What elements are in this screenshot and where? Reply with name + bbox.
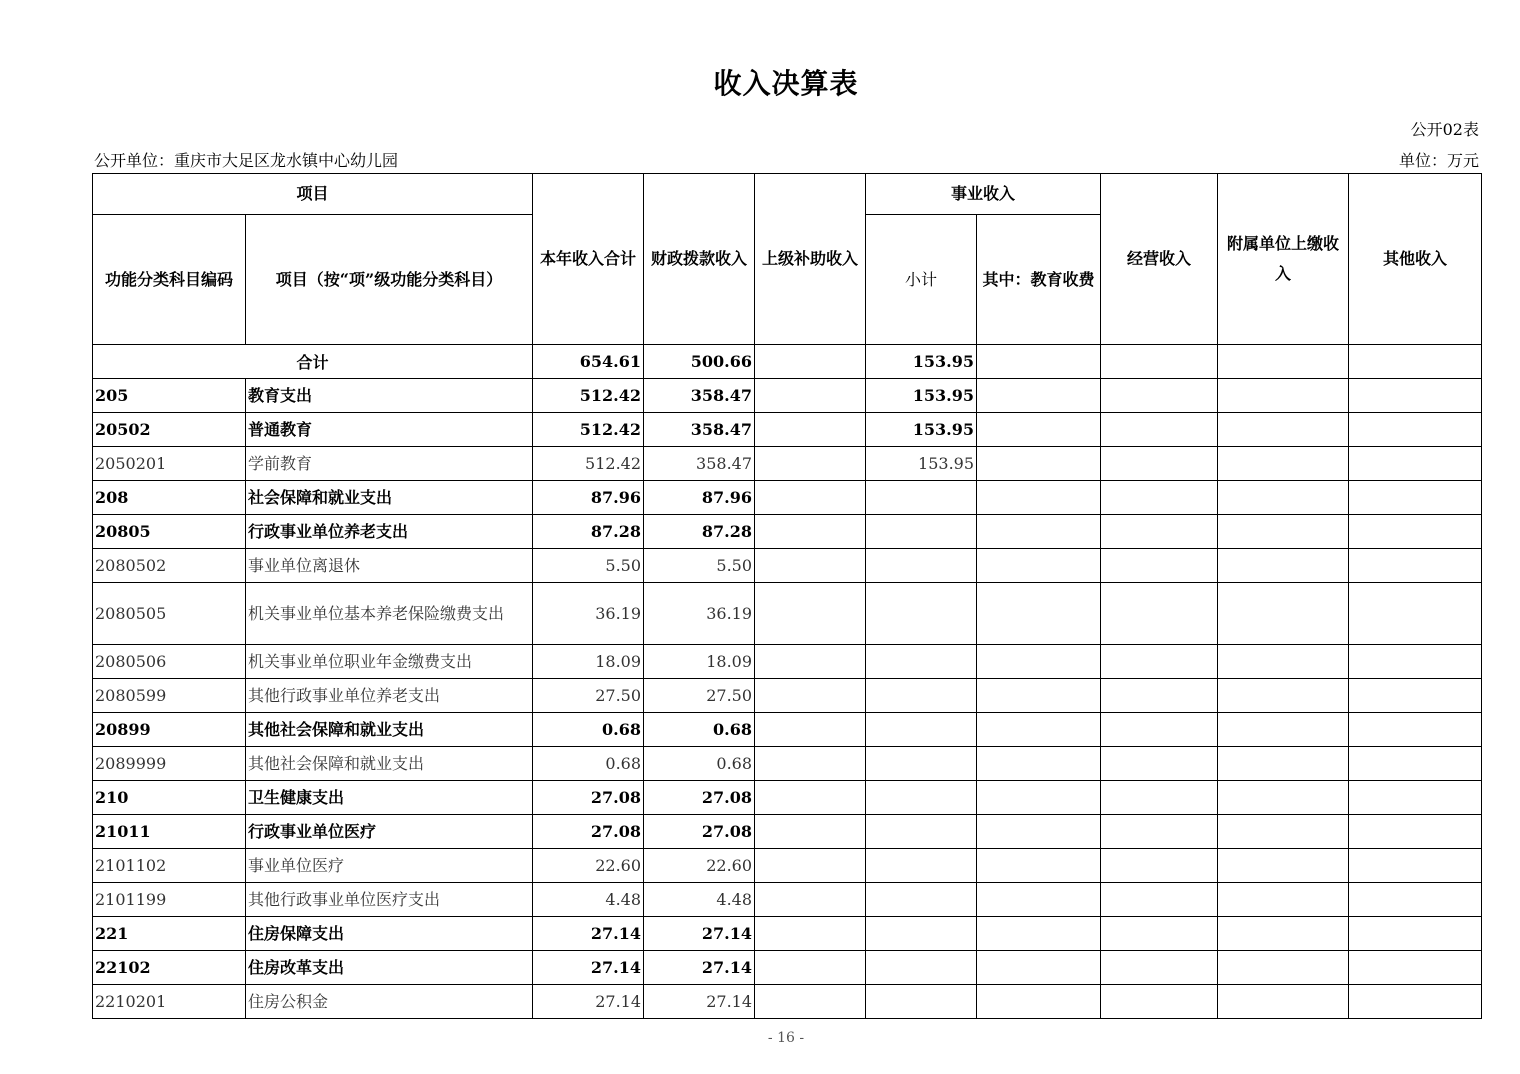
other-cell bbox=[1349, 849, 1482, 883]
subtotal-cell bbox=[866, 515, 977, 549]
affiliated-cell bbox=[1218, 413, 1349, 447]
table-row bbox=[93, 917, 1482, 951]
total-subsidy-cell bbox=[755, 345, 866, 379]
subsidy-cell bbox=[755, 917, 866, 951]
item-name-cell: 教育支出 bbox=[246, 379, 533, 413]
header-func-name: 项目（按“项”级功能分类科目） bbox=[246, 215, 533, 345]
subtotal-cell: 153.95 bbox=[866, 413, 977, 447]
code-cell: 21011 bbox=[93, 815, 246, 849]
edu-fee-cell bbox=[977, 481, 1101, 515]
subsidy-cell bbox=[755, 849, 866, 883]
fiscal-cell: 27.14 bbox=[644, 917, 755, 951]
edu-fee-cell bbox=[977, 747, 1101, 781]
edu-fee-cell bbox=[977, 413, 1101, 447]
edu-fee-cell bbox=[977, 713, 1101, 747]
total-operating-cell bbox=[1101, 345, 1218, 379]
operating-cell bbox=[1101, 549, 1218, 583]
affiliated-cell bbox=[1218, 883, 1349, 917]
subtotal-cell bbox=[866, 549, 977, 583]
subtotal-cell bbox=[866, 849, 977, 883]
code-cell: 2080502 bbox=[93, 549, 246, 583]
fiscal-cell: 27.08 bbox=[644, 815, 755, 849]
other-cell bbox=[1349, 645, 1482, 679]
code-cell: 208 bbox=[93, 481, 246, 515]
edu-fee-cell bbox=[977, 583, 1101, 645]
subtotal-cell bbox=[866, 713, 977, 747]
edu-fee-cell bbox=[977, 815, 1101, 849]
code-cell: 205 bbox=[93, 379, 246, 413]
header-other: 其他收入 bbox=[1349, 174, 1482, 345]
item-name-cell: 住房保障支出 bbox=[246, 917, 533, 951]
total-income-cell: 512.42 bbox=[533, 413, 644, 447]
total-income-cell: 5.50 bbox=[533, 549, 644, 583]
fiscal-cell: 358.47 bbox=[644, 413, 755, 447]
code-cell: 20502 bbox=[93, 413, 246, 447]
other-cell bbox=[1349, 549, 1482, 583]
table-row bbox=[93, 985, 1482, 1019]
total-row bbox=[93, 345, 1482, 379]
table-row bbox=[93, 849, 1482, 883]
other-cell bbox=[1349, 413, 1482, 447]
subtotal-cell bbox=[866, 917, 977, 951]
item-name-cell: 住房改革支出 bbox=[246, 951, 533, 985]
subsidy-cell bbox=[755, 951, 866, 985]
subtotal-cell bbox=[866, 645, 977, 679]
fiscal-cell: 27.08 bbox=[644, 781, 755, 815]
subtotal-cell bbox=[866, 781, 977, 815]
form-code: 公开02表 bbox=[1410, 120, 1479, 139]
edu-fee-cell bbox=[977, 549, 1101, 583]
operating-cell bbox=[1101, 679, 1218, 713]
other-cell bbox=[1349, 481, 1482, 515]
total-income-cell: 0.68 bbox=[533, 747, 644, 781]
unit-label: 公开单位：重庆市大足区龙水镇中心幼儿园 bbox=[94, 151, 399, 170]
other-cell bbox=[1349, 815, 1482, 849]
total-subtotal-cell: 153.95 bbox=[866, 345, 977, 379]
table-row bbox=[93, 883, 1482, 917]
affiliated-cell bbox=[1218, 447, 1349, 481]
edu-fee-cell bbox=[977, 849, 1101, 883]
item-name-cell: 机关事业单位职业年金缴费支出 bbox=[246, 645, 533, 679]
affiliated-cell bbox=[1218, 645, 1349, 679]
header-business-income: 事业收入 bbox=[866, 174, 1101, 215]
total-income-cell: 27.08 bbox=[533, 815, 644, 849]
header-subtotal: 小计 bbox=[866, 215, 977, 345]
operating-cell bbox=[1101, 515, 1218, 549]
operating-cell bbox=[1101, 985, 1218, 1019]
item-name-cell: 其他社会保障和就业支出 bbox=[246, 747, 533, 781]
total-income-cell: 87.28 bbox=[533, 515, 644, 549]
subsidy-cell bbox=[755, 583, 866, 645]
table-row bbox=[93, 713, 1482, 747]
code-cell: 2210201 bbox=[93, 985, 246, 1019]
operating-cell bbox=[1101, 781, 1218, 815]
total-income-cell: 27.14 bbox=[533, 917, 644, 951]
table-row bbox=[93, 379, 1482, 413]
item-name-cell: 学前教育 bbox=[246, 447, 533, 481]
operating-cell bbox=[1101, 917, 1218, 951]
operating-cell bbox=[1101, 379, 1218, 413]
header-affiliated: 附属单位上缴收入 bbox=[1218, 174, 1349, 345]
fiscal-cell: 87.96 bbox=[644, 481, 755, 515]
affiliated-cell bbox=[1218, 583, 1349, 645]
code-cell: 2101102 bbox=[93, 849, 246, 883]
page-number: - 16 - bbox=[767, 1030, 805, 1046]
subsidy-cell bbox=[755, 549, 866, 583]
total-income-cell: 27.08 bbox=[533, 781, 644, 815]
code-cell: 20805 bbox=[93, 515, 246, 549]
subsidy-cell bbox=[755, 515, 866, 549]
code-cell: 2080505 bbox=[93, 583, 246, 645]
subsidy-cell bbox=[755, 815, 866, 849]
other-cell bbox=[1349, 781, 1482, 815]
total-income-cell: 27.50 bbox=[533, 679, 644, 713]
operating-cell bbox=[1101, 883, 1218, 917]
item-name-cell: 行政事业单位医疗 bbox=[246, 815, 533, 849]
table-row bbox=[93, 679, 1482, 713]
item-name-cell: 机关事业单位基本养老保险缴费支出 bbox=[246, 583, 533, 645]
item-name-cell: 社会保障和就业支出 bbox=[246, 481, 533, 515]
table-row bbox=[93, 781, 1482, 815]
operating-cell bbox=[1101, 951, 1218, 985]
total-income-cell: 654.61 bbox=[533, 345, 644, 379]
fiscal-cell: 358.47 bbox=[644, 447, 755, 481]
item-name-cell: 行政事业单位养老支出 bbox=[246, 515, 533, 549]
fiscal-cell: 27.14 bbox=[644, 951, 755, 985]
header-func-code: 功能分类科目编码 bbox=[93, 215, 246, 345]
subtotal-cell bbox=[866, 815, 977, 849]
table-row bbox=[93, 815, 1482, 849]
table-row bbox=[93, 515, 1482, 549]
currency-unit-label: 单位：万元 bbox=[1398, 151, 1479, 170]
item-name-cell: 事业单位离退休 bbox=[246, 549, 533, 583]
table-row bbox=[93, 747, 1482, 781]
code-cell: 221 bbox=[93, 917, 246, 951]
total-income-cell: 22.60 bbox=[533, 849, 644, 883]
edu-fee-cell bbox=[977, 645, 1101, 679]
table-row bbox=[93, 645, 1482, 679]
subsidy-cell bbox=[755, 679, 866, 713]
total-income-cell: 36.19 bbox=[533, 583, 644, 645]
page-title: 收入决算表 bbox=[713, 67, 859, 100]
code-cell: 2101199 bbox=[93, 883, 246, 917]
other-cell bbox=[1349, 379, 1482, 413]
affiliated-cell bbox=[1218, 951, 1349, 985]
code-cell: 2080506 bbox=[93, 645, 246, 679]
affiliated-cell bbox=[1218, 781, 1349, 815]
item-name-cell: 卫生健康支出 bbox=[246, 781, 533, 815]
fiscal-cell: 22.60 bbox=[644, 849, 755, 883]
edu-fee-cell bbox=[977, 883, 1101, 917]
header-subsidy: 上级补助收入 bbox=[755, 174, 866, 345]
subtotal-cell bbox=[866, 951, 977, 985]
table-row bbox=[93, 549, 1482, 583]
code-cell: 20899 bbox=[93, 713, 246, 747]
affiliated-cell bbox=[1218, 917, 1349, 951]
affiliated-cell bbox=[1218, 379, 1349, 413]
affiliated-cell bbox=[1218, 481, 1349, 515]
affiliated-cell bbox=[1218, 747, 1349, 781]
fiscal-cell: 358.47 bbox=[644, 379, 755, 413]
other-cell bbox=[1349, 679, 1482, 713]
edu-fee-cell bbox=[977, 447, 1101, 481]
item-name-cell: 其他社会保障和就业支出 bbox=[246, 713, 533, 747]
total-income-cell: 27.14 bbox=[533, 951, 644, 985]
edu-fee-cell bbox=[977, 917, 1101, 951]
subtotal-cell bbox=[866, 679, 977, 713]
subsidy-cell bbox=[755, 781, 866, 815]
header-operating: 经营收入 bbox=[1101, 174, 1218, 345]
header-total-income: 本年收入合计 bbox=[533, 174, 644, 345]
table-row bbox=[93, 583, 1482, 645]
header-project: 项目 bbox=[93, 174, 533, 215]
fiscal-cell: 36.19 bbox=[644, 583, 755, 645]
edu-fee-cell bbox=[977, 951, 1101, 985]
code-cell: 2089999 bbox=[93, 747, 246, 781]
total-fiscal-cell: 500.66 bbox=[644, 345, 755, 379]
other-cell bbox=[1349, 917, 1482, 951]
affiliated-cell bbox=[1218, 713, 1349, 747]
operating-cell bbox=[1101, 583, 1218, 645]
fiscal-cell: 5.50 bbox=[644, 549, 755, 583]
header-fiscal: 财政拨款收入 bbox=[644, 174, 755, 345]
operating-cell bbox=[1101, 447, 1218, 481]
operating-cell bbox=[1101, 413, 1218, 447]
affiliated-cell bbox=[1218, 849, 1349, 883]
fiscal-cell: 4.48 bbox=[644, 883, 755, 917]
subtotal-cell bbox=[866, 985, 977, 1019]
other-cell bbox=[1349, 747, 1482, 781]
operating-cell bbox=[1101, 481, 1218, 515]
subtotal-cell bbox=[866, 583, 977, 645]
subsidy-cell bbox=[755, 713, 866, 747]
item-name-cell: 其他行政事业单位医疗支出 bbox=[246, 883, 533, 917]
total-label: 合计 bbox=[93, 345, 533, 379]
operating-cell bbox=[1101, 713, 1218, 747]
operating-cell bbox=[1101, 815, 1218, 849]
subsidy-cell bbox=[755, 645, 866, 679]
fiscal-cell: 0.68 bbox=[644, 713, 755, 747]
other-cell bbox=[1349, 583, 1482, 645]
subsidy-cell bbox=[755, 747, 866, 781]
total-income-cell: 27.14 bbox=[533, 985, 644, 1019]
item-name-cell: 普通教育 bbox=[246, 413, 533, 447]
other-cell bbox=[1349, 447, 1482, 481]
total-income-cell: 4.48 bbox=[533, 883, 644, 917]
subsidy-cell bbox=[755, 985, 866, 1019]
affiliated-cell bbox=[1218, 985, 1349, 1019]
code-cell: 2050201 bbox=[93, 447, 246, 481]
edu-fee-cell bbox=[977, 781, 1101, 815]
fiscal-cell: 18.09 bbox=[644, 645, 755, 679]
edu-fee-cell bbox=[977, 985, 1101, 1019]
fiscal-cell: 27.50 bbox=[644, 679, 755, 713]
fiscal-cell: 0.68 bbox=[644, 747, 755, 781]
affiliated-cell bbox=[1218, 679, 1349, 713]
code-cell: 210 bbox=[93, 781, 246, 815]
table-row bbox=[93, 447, 1482, 481]
total-income-cell: 512.42 bbox=[533, 379, 644, 413]
subtotal-cell bbox=[866, 747, 977, 781]
total-income-cell: 87.96 bbox=[533, 481, 644, 515]
fiscal-cell: 27.14 bbox=[644, 985, 755, 1019]
total-affiliated-cell bbox=[1218, 345, 1349, 379]
affiliated-cell bbox=[1218, 515, 1349, 549]
header-row-1 bbox=[93, 174, 1482, 215]
affiliated-cell bbox=[1218, 815, 1349, 849]
table-row bbox=[93, 413, 1482, 447]
item-name-cell: 其他行政事业单位养老支出 bbox=[246, 679, 533, 713]
subsidy-cell bbox=[755, 413, 866, 447]
fiscal-cell: 87.28 bbox=[644, 515, 755, 549]
operating-cell bbox=[1101, 747, 1218, 781]
subtotal-cell: 153.95 bbox=[866, 379, 977, 413]
subsidy-cell bbox=[755, 379, 866, 413]
edu-fee-cell bbox=[977, 379, 1101, 413]
other-cell bbox=[1349, 515, 1482, 549]
income-table bbox=[92, 173, 1482, 1019]
item-name-cell: 住房公积金 bbox=[246, 985, 533, 1019]
total-income-cell: 18.09 bbox=[533, 645, 644, 679]
header-edu-fee: 其中：教育收费 bbox=[977, 215, 1101, 345]
subsidy-cell bbox=[755, 447, 866, 481]
subtotal-cell bbox=[866, 481, 977, 515]
item-name-cell: 事业单位医疗 bbox=[246, 849, 533, 883]
code-cell: 22102 bbox=[93, 951, 246, 985]
operating-cell bbox=[1101, 849, 1218, 883]
total-other-cell bbox=[1349, 345, 1482, 379]
edu-fee-cell bbox=[977, 679, 1101, 713]
other-cell bbox=[1349, 883, 1482, 917]
table-row bbox=[93, 951, 1482, 985]
other-cell bbox=[1349, 951, 1482, 985]
total-edu-fee-cell bbox=[977, 345, 1101, 379]
affiliated-cell bbox=[1218, 549, 1349, 583]
subsidy-cell bbox=[755, 481, 866, 515]
operating-cell bbox=[1101, 645, 1218, 679]
edu-fee-cell bbox=[977, 515, 1101, 549]
other-cell bbox=[1349, 713, 1482, 747]
total-income-cell: 512.42 bbox=[533, 447, 644, 481]
other-cell bbox=[1349, 985, 1482, 1019]
subtotal-cell: 153.95 bbox=[866, 447, 977, 481]
subtotal-cell bbox=[866, 883, 977, 917]
total-income-cell: 0.68 bbox=[533, 713, 644, 747]
subsidy-cell bbox=[755, 883, 866, 917]
code-cell: 2080599 bbox=[93, 679, 246, 713]
table-row bbox=[93, 481, 1482, 515]
